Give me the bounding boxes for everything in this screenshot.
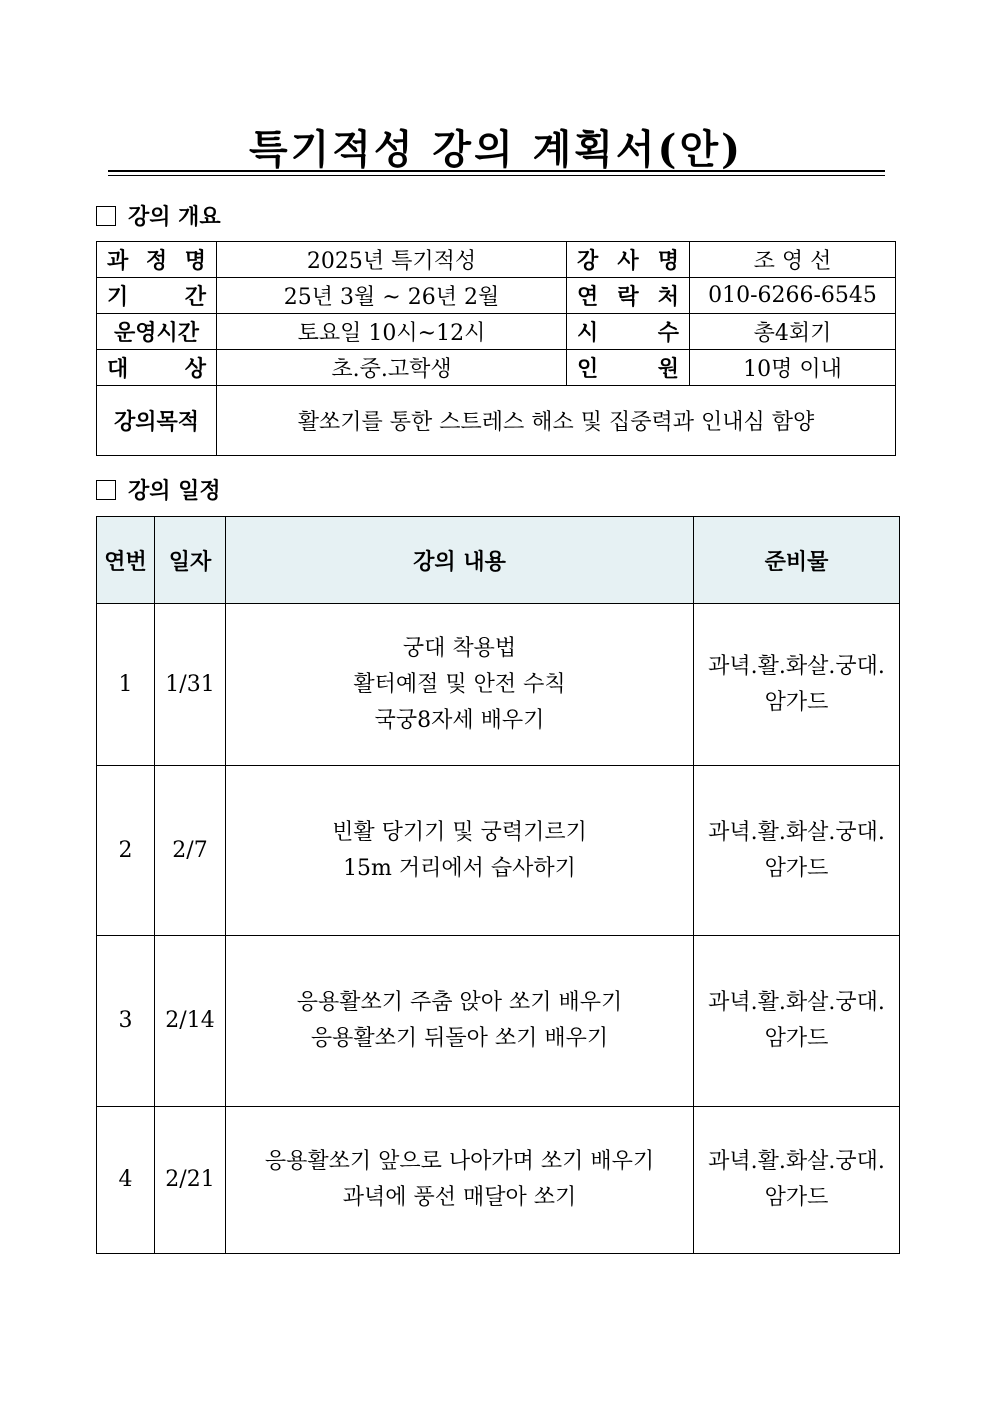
schedule-table [96,516,900,1254]
section-schedule-title: 강의 일정 [128,478,221,504]
row-date: 2/21 [155,1107,226,1254]
row-content: 응용활쏘기 앞으로 나아가며 쏘기 배우기 과녁에 풍선 매달아 쏘기 [226,1107,694,1254]
row-no: 4 [97,1107,155,1254]
schedule-header-row [97,517,900,604]
row-no: 1 [97,604,155,766]
overview-table [96,241,896,456]
label-course-name: 과 정 명 [97,242,217,278]
label-headcount: 인 원 [567,350,690,386]
label-instructor: 강 사 명 [567,242,690,278]
row-materials: 과녁.활.화살.궁대. 암가드 [694,766,900,936]
section-schedule-heading [96,474,221,505]
header-content: 강의 내용 [226,517,694,604]
checkbox-icon [96,206,116,226]
value-headcount: 10명 이내 [690,350,896,386]
document-title: 특기적성 강의 계획서(안) [248,126,744,173]
label-purpose: 강의목적 [97,386,217,456]
value-sessions: 총4회기 [690,314,896,350]
overview-row [97,242,896,278]
row-materials: 과녁.활.화살.궁대. 암가드 [694,936,900,1107]
label-target: 대 상 [97,350,217,386]
title-underline-thin [108,175,885,176]
row-materials: 과녁.활.화살.궁대. 암가드 [694,1107,900,1254]
row-date: 1/31 [155,604,226,766]
value-period: 25년 3월 ~ 26년 2월 [217,278,567,314]
row-materials: 과녁.활.화살.궁대. 암가드 [694,604,900,766]
label-period: 기 간 [97,278,217,314]
label-sessions: 시 수 [567,314,690,350]
overview-row [97,350,896,386]
table-row [97,936,900,1107]
row-content: 응용활쏘기 주춤 앉아 쏘기 배우기 응용활쏘기 뒤돌아 쏘기 배우기 [226,936,694,1107]
row-no: 2 [97,766,155,936]
checkbox-icon [96,480,116,500]
value-purpose: 활쏘기를 통한 스트레스 해소 및 집중력과 인내심 함양 [217,386,896,456]
value-instructor: 조 영 선 [690,242,896,278]
row-content: 궁대 착용법 활터예절 및 안전 수칙 국궁8자세 배우기 [226,604,694,766]
section-overview-heading [96,200,221,231]
overview-row [97,386,896,456]
value-contact: 010-6266-6545 [690,278,896,314]
header-date: 일자 [155,517,226,604]
section-overview-title: 강의 개요 [128,204,221,230]
label-contact: 연 락 처 [567,278,690,314]
header-materials: 준비물 [694,517,900,604]
row-date: 2/14 [155,936,226,1107]
row-content: 빈활 당기기 및 궁력기르기 15m 거리에서 습사하기 [226,766,694,936]
overview-row [97,278,896,314]
overview-row [97,314,896,350]
value-operating-hours: 토요일 10시~12시 [217,314,567,350]
value-course-name: 2025년 특기적성 [217,242,567,278]
value-target: 초.중.고학생 [217,350,567,386]
table-row [97,604,900,766]
row-no: 3 [97,936,155,1107]
table-row [97,766,900,936]
label-operating-hours: 운영시간 [97,314,217,350]
header-no: 연번 [97,517,155,604]
row-date: 2/7 [155,766,226,936]
title-underline [108,170,885,172]
table-row [97,1107,900,1254]
